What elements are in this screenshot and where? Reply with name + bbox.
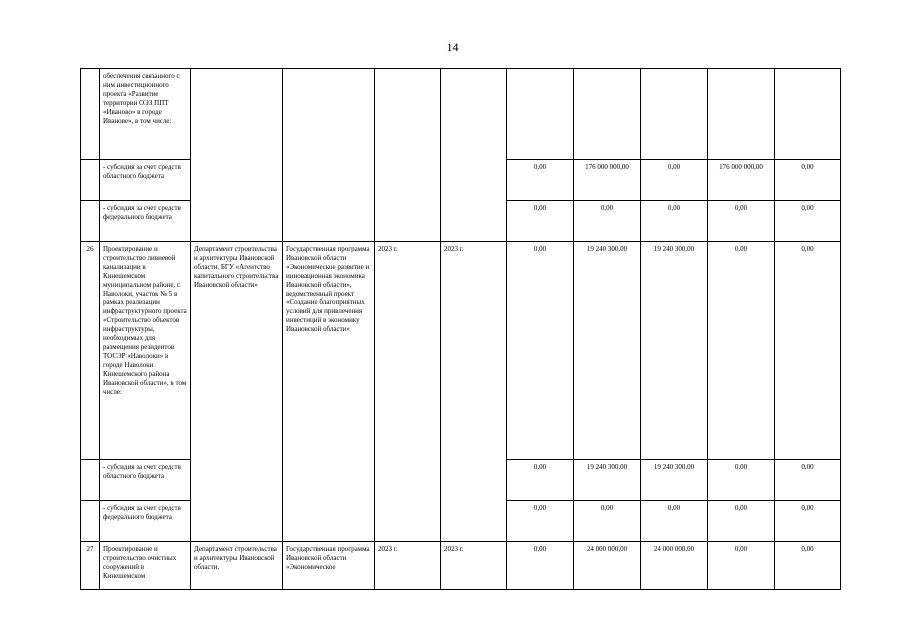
end-year-cell: 2023 г.: [441, 242, 507, 542]
value-cell: 0,00: [507, 201, 574, 242]
value-cell: 19 240 300,00: [574, 242, 641, 460]
value-cell: 176 000 000,00: [574, 160, 641, 201]
value-cell: 19 240 300,00: [574, 460, 641, 501]
table-row: [81, 242, 841, 460]
start-year-cell: 2023 г.: [375, 242, 441, 542]
value-cell: [775, 69, 841, 160]
page-number: 14: [446, 40, 459, 54]
value-cell: 0,00: [775, 160, 841, 201]
row-number-cell: [81, 160, 100, 201]
table-row: [81, 542, 841, 590]
program-cell: Государственная программа Ивановской области «Экономическое развитие и инновационная экономика Ивановской области», ведомственный проект «Создание благоприятных условий для привлечения инвестиций в экономику Ивановской области»: [283, 242, 375, 542]
value-cell: 0,00: [507, 460, 574, 501]
row-number-cell: [81, 501, 100, 542]
value-cell: 0,00: [708, 542, 775, 590]
row-number-cell: 27: [81, 542, 100, 590]
start-year-cell: [375, 69, 441, 242]
end-year-cell: 2023 г.: [441, 542, 507, 590]
value-cell: 0,00: [708, 501, 775, 542]
object-name-cell: - субсидия за счет средств федерального бюджета: [100, 201, 191, 242]
object-name-cell: - субсидия за счет средств областного бюджета: [100, 460, 191, 501]
end-year-cell: [441, 69, 507, 242]
object-name-cell: - субсидия за счет средств федерального бюджета: [100, 501, 191, 542]
object-name-cell: Проектирование и строительство ливневой канализации в Кинешемском муниципальном районе, г. Наволоки, участок № 5 в рамках реализации инфраструктурного проекта «Строительство объектов инфраструктуры, необходимых для размещения резидентов ТОСЭР «Наволоки» в городе Наволоки Кинешемского района Ивановской области», в том числе:: [100, 242, 191, 460]
value-cell: [641, 69, 708, 160]
table-row: [81, 69, 841, 160]
program-cell: [283, 69, 375, 242]
value-cell: 0,00: [775, 501, 841, 542]
value-cell: 0,00: [507, 242, 574, 460]
program-cell: Государственная программа Ивановской области «Экономическое: [283, 542, 375, 590]
value-cell: 0,00: [775, 542, 841, 590]
value-cell: 176 000 000,00: [708, 160, 775, 201]
budget-table: [80, 68, 841, 590]
value-cell: [574, 69, 641, 160]
value-cell: 0,00: [708, 201, 775, 242]
value-cell: 0,00: [507, 160, 574, 201]
value-cell: 0,00: [641, 501, 708, 542]
value-cell: [507, 69, 574, 160]
value-cell: 19 240 300,00: [641, 242, 708, 460]
value-cell: 0,00: [708, 460, 775, 501]
start-year-cell: 2023 г.: [375, 542, 441, 590]
value-cell: 24 000 000,00: [641, 542, 708, 590]
value-cell: 0,00: [775, 460, 841, 501]
executor-cell: [191, 69, 283, 242]
executor-cell: Департамент строительства и архитектуры Ивановской области,: [191, 542, 283, 590]
value-cell: 0,00: [775, 242, 841, 460]
row-number-cell: [81, 69, 100, 160]
row-number-cell: 26: [81, 242, 100, 460]
row-number-cell: [81, 460, 100, 501]
value-cell: 0,00: [574, 201, 641, 242]
row-number-cell: [81, 201, 100, 242]
value-cell: 0,00: [507, 501, 574, 542]
value-cell: 0,00: [574, 501, 641, 542]
object-name-cell: - субсидия за счет средств областного бюджета: [100, 160, 191, 201]
value-cell: 0,00: [775, 201, 841, 242]
value-cell: 0,00: [708, 242, 775, 460]
value-cell: 0,00: [641, 160, 708, 201]
value-cell: 24 000 000,00: [574, 542, 641, 590]
object-name-cell: Проектирование и строительство очистных сооружений в Кинешемском: [100, 542, 191, 590]
object-name-cell: обеспечения связанного с ним инвестиционного проекта «Развитие территории ОЭЗ ППТ «Иваново» в городе Иванове», в том числе:: [100, 69, 191, 160]
value-cell: 19 240 300,00: [641, 460, 708, 501]
executor-cell: Департамент строительства и архитектуры Ивановской области, БГУ «Агентство капитального строительства Ивановской области»: [191, 242, 283, 542]
value-cell: [708, 69, 775, 160]
value-cell: 0,00: [507, 542, 574, 590]
value-cell: 0,00: [641, 201, 708, 242]
